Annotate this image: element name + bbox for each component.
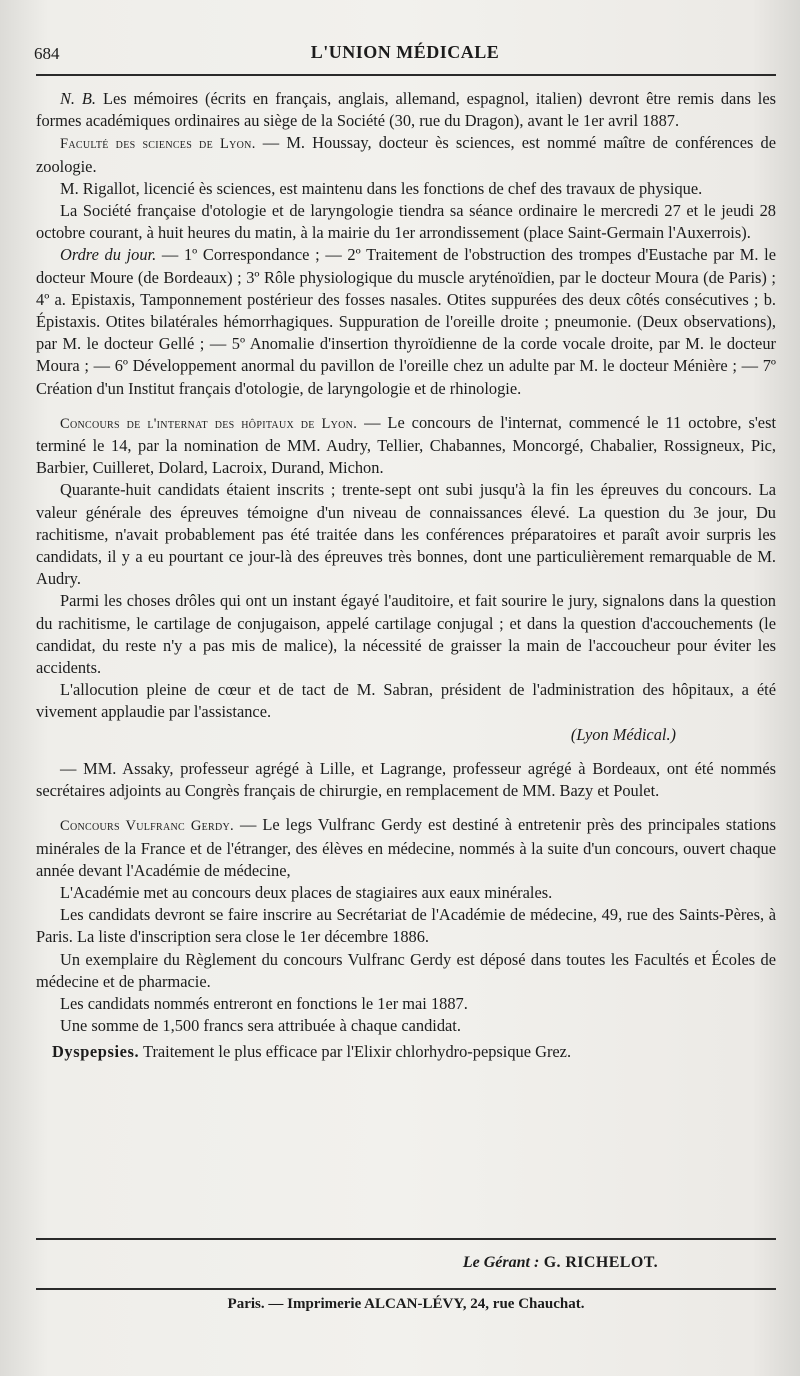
paragraph-fonctions: Les candidats nommés entreront en fonctions le 1er mai 1887. bbox=[60, 993, 468, 1013]
paragraph-academie: L'Académie met au concours deux places de stagiaires aux eaux minérales. bbox=[60, 882, 553, 902]
paragraph-gerdy bbox=[36, 814, 776, 882]
lyon-text: — M. Houssay, docteur ès sciences, est nommé maître de conférences de zoologie. bbox=[36, 133, 776, 176]
paragraph-reglement: Un exemplaire du Règlement du concours Vulfranc Gerdy est déposé dans toutes les Facultés et Écoles de médecine et de pharmacie. bbox=[36, 949, 776, 991]
section-gap bbox=[36, 746, 776, 758]
paragraph-assaky: — MM. Assaky, professeur agrégé à Lille, et Lagrange, professeur agrégé à Bordeaux, ont été nommés secrétaires adjoints au Congrès français de chirurgie, en remplacement de MM. Bazy et Poulet. bbox=[36, 758, 776, 801]
internat-text: — Le concours de l'internat, commencé le 11 octobre, s'est terminé le 14, par la nomination de MM. Audry, Tellier, Chabannes, Moncorgé, Chabalier, Rossigneux, Pic, Barbier, Cuilleret, Dolard, Lacroix, Durand, Michon. bbox=[36, 412, 776, 478]
paragraph-lyon bbox=[36, 132, 776, 177]
paragraph-inscription: Les candidats devront se faire inscrire au Secrétariat de l'Académie de médecine, 49, rue des Saints-Pères, à Paris. La liste d'inscription sera close le 1er décembre 1886. bbox=[36, 905, 776, 947]
lyon-heading: Faculté des sciences de Lyon. bbox=[60, 136, 256, 153]
footer-rule-top bbox=[36, 1238, 776, 1240]
advertisement bbox=[36, 1041, 776, 1063]
header-rule bbox=[36, 74, 776, 76]
nb-label: N. B. bbox=[60, 89, 97, 108]
paragraph-candidats: Quarante-huit candidats étaient inscrits ; trente-sept ont subi jusqu'à la fin les épreuves du concours. La valeur générale des épreuves témoigne d'un niveau de connaissances élevé. La question du 3e jour, Du rachitisme, n'avait probablement pas été traitée dans les conférences préparatoires et paraît avoir surpris les candidats, il y a eu pourtant ce jour-là des épreuves très bonnes, dont une particulièrement remarquable de M. Audry. bbox=[36, 480, 776, 589]
paragraph-ordre bbox=[36, 244, 776, 399]
printer-imprint: Paris. — Imprimerie ALCAN-LÉVY, 24, rue Chauchat. bbox=[227, 1296, 585, 1312]
paragraph-nb bbox=[36, 88, 776, 132]
ad-label: Dyspepsies. bbox=[52, 1042, 140, 1062]
paragraph-societe: La Société française d'otologie et de laryngologie tiendra sa séance ordinaire le mercredi 27 et le jeudi 28 octobre courant, à huit heures du matin, à la mairie du 1er arrondissement (place Saint-Germain l'Auxerrois). bbox=[36, 201, 776, 243]
ad-text: Traitement le plus efficace par l'Elixir chlorhydro-pepsique Grez. bbox=[139, 1042, 572, 1062]
paragraph-allocution: L'allocution pleine de cœur et de tact de M. Sabran, président de l'administration des hôpitaux, a été vivement applaudie par l'assistance. bbox=[36, 680, 776, 722]
article-body bbox=[36, 88, 776, 1064]
paragraph-droles: Parmi les choses drôles qui ont un instant égayé l'auditoire, et fait sourire le jury, signalons dans la question du rachitisme, le cartilage de conjugaison, appelé cartilage conjugal ; et dans la question d'accouchements (le candidat, du reste n'y a pas mis de malice), la nécessité de graisser la main de l'accoucheur pour éviter les accidents. bbox=[36, 591, 776, 678]
gerant-line bbox=[463, 1254, 658, 1272]
page-header bbox=[34, 42, 776, 72]
section-gap bbox=[36, 802, 776, 814]
gerant-name: G. RICHELOT. bbox=[539, 1254, 658, 1271]
gerant-label: Le Gérant : bbox=[462, 1254, 540, 1271]
paragraph-somme: Une somme de 1,500 francs sera attribuée à chaque candidat. bbox=[60, 1016, 461, 1036]
footer-rule-bottom bbox=[36, 1288, 776, 1290]
gerdy-heading: Concours Vulfranc Gerdy. bbox=[60, 818, 234, 835]
journal-title: L'UNION MÉDICALE bbox=[310, 42, 500, 62]
paragraph-rigallot: M. Rigallot, licencié ès sciences, est maintenu dans les fonctions de chef des travaux de physique. bbox=[60, 178, 703, 198]
ordre-label: Ordre du jour. bbox=[60, 245, 157, 265]
section-gap bbox=[36, 400, 776, 412]
page-number: 684 bbox=[34, 44, 60, 63]
gerant-signature bbox=[36, 1250, 776, 1280]
paragraph-internat bbox=[36, 412, 776, 480]
nb-text: Les mémoires (écrits en français, anglais, allemand, espagnol, italien) devront être remis dans les formes académiques ordinaires au siège de la Société (30, rue du Dragon), avant le 1er avril 1887. bbox=[36, 89, 777, 131]
source-citation: (Lyon Médical.) bbox=[570, 724, 676, 744]
ordre-text: — 1º Correspondance ; — 2º Traitement de l'obstruction des trompes d'Eustache par M. le docteur Moure (de Bordeaux) ; 3º Rôle physiologique du muscle aryténoïdien, par le docteur Moura (de Paris) ; 4º a. Epistaxis, Tamponnement postérieur des fosses nasales. Otites suppurées des deux côtés consécutives ; b. Épistaxis. Otites bilatérales hémorrhagiques. Suppuration de l'oreille droite ; pneumonie. (Deux observations), par M. le docteur Gellé ; — 5º Anomalie d'insertion thyroïdienne de la corde vocale droite, par M. le docteur Moura ; — 6º Développement anormal du pavillon de l'oreille chez un adulte par M. le docteur Ménière ; — 7º Création d'un Institut français d'otologie, de laryngologie et de rhinologie. bbox=[36, 245, 776, 398]
gerdy-text: — Le legs Vulfranc Gerdy est destiné à entretenir près des principales stations minérales de la France et de l'étranger, des élèves en médecine, nommés à la suite d'un concours, ouvert chaque année devant l'Académie de médecine, bbox=[36, 815, 776, 880]
internat-heading: Concours de l'internat des hôpitaux de Lyon. bbox=[60, 415, 358, 432]
